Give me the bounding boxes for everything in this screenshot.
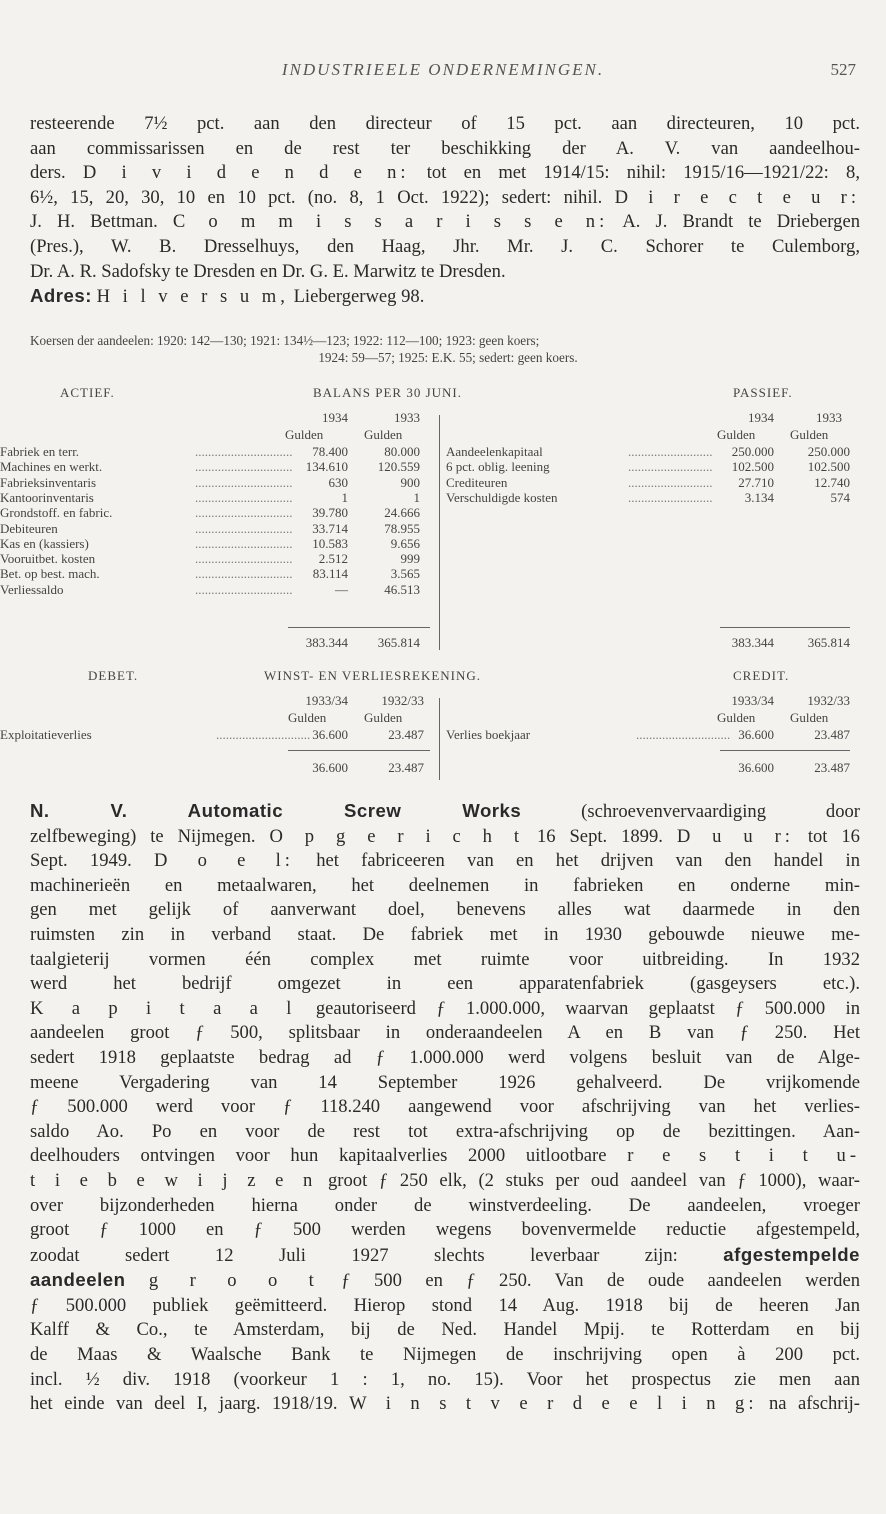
leader-dots: ..............................	[195, 566, 293, 582]
leader-dots: ..............................	[195, 444, 293, 459]
table-row	[0, 505, 440, 520]
winst-heading: WINST- EN VERLIESREKENING.	[264, 668, 482, 683]
credit-total: 36.600	[738, 760, 774, 775]
duur-label: D u u r:	[676, 825, 794, 847]
company-name: N. V. Automatic Screw Works	[30, 800, 522, 821]
credit-heading: CREDIT.	[733, 668, 790, 683]
table-row	[0, 459, 886, 474]
row-value: 102.500	[807, 459, 850, 475]
leader-dots: ..........................	[628, 489, 713, 505]
company-paragraph	[30, 799, 860, 1417]
text-line: aandeelen groot ƒ 500, splitsbaar in onderaandeelen A en B van ƒ 250. Het	[30, 1022, 860, 1044]
table-row	[0, 551, 440, 566]
row-label: Aandeelenkapitaal	[446, 444, 543, 459]
text-line: meene Vergadering van 14 September 1926 gehalveerd. De vrijkomende	[30, 1071, 860, 1093]
row-label: Grondstoff. en fabric.	[0, 505, 113, 521]
text-line: ders. D i v i d e n d e n: tot en met 1914/15: nihil: 1915/16—1921/22: 8,	[30, 162, 860, 184]
text-line: werd het bedrijf omgezet in een apparatenfabriek (gasgeysers etc.).	[30, 973, 860, 995]
text-line: groot ƒ 1000 en ƒ 500 werden wegens bovenvermelde reductie afgestempeld,	[30, 1219, 860, 1241]
debet-total: 23.487	[388, 760, 424, 775]
table-row	[0, 475, 886, 490]
leader-dots: ..........................	[628, 459, 713, 475]
text-line: gen met gelijk of aanverwant doel, benevens alles wat daarmede in den	[30, 899, 860, 921]
row-value: 23.487	[814, 727, 850, 742]
row-value: 1	[413, 489, 420, 505]
text-line: (Pres.), W. B. Dresselhuys, den Haag, Jhr. Mr. J. C. Schorer te Culemborg,	[30, 235, 860, 257]
row-label: Verlies boekjaar	[446, 727, 531, 742]
row-value: 46.513	[384, 581, 420, 597]
row-label: Debiteuren	[0, 520, 58, 536]
text-line: sedert 1918 geplaatste bedrag ad ƒ 1.000.000 werd volgens besluit van de Alge-	[30, 1046, 860, 1068]
total-rule	[288, 750, 430, 751]
row-value: 250.000	[807, 444, 850, 459]
year-header: 1934	[748, 410, 774, 425]
row-value: 250.000	[731, 444, 774, 459]
row-label: Exploitatieverlies	[0, 727, 92, 742]
text-line: zelfbeweging) te Nijmegen. O p g e r i c h t 16 Sept. 1899. D u u r: tot 16	[30, 825, 860, 847]
year-header: 1933/34	[305, 693, 348, 708]
row-value: 39.780	[312, 505, 348, 521]
tiebewijzen-label: t i e b e w i j z e n	[30, 1169, 317, 1191]
table-row	[0, 582, 440, 597]
leader-dots: .............................	[216, 727, 311, 742]
text-line: Sept. 1949. D o e l: het fabriceeren van en het drijven van den handel in	[30, 850, 860, 872]
row-value: 78.955	[384, 520, 420, 536]
afgestempelde-label: afgestempelde	[723, 1243, 860, 1265]
row-value: 83.114	[312, 566, 348, 582]
commissarissen-label: C o m m i s s a r i s s e n:	[172, 211, 609, 233]
row-value: 23.487	[388, 727, 424, 742]
text-line: Kalff & Co., te Amsterdam, bij de Ned. Handel Mpij. te Rotterdam en bij	[30, 1319, 860, 1341]
table-row	[0, 444, 886, 459]
row-label: Machines en werkt.	[0, 459, 103, 475]
directeur-label: D i r e c t e u r:	[614, 186, 860, 208]
intro-paragraph	[30, 112, 860, 310]
aandeelen-label: aandeelen	[30, 1269, 126, 1291]
row-value: 134.610	[305, 459, 348, 475]
year-header: 1934	[322, 410, 348, 425]
passief-heading: PASSIEF.	[733, 385, 793, 400]
text-line: incl. ½ div. 1918 (voorkeur 1 : 1, no. 15). Voor het prospectus zie men aan	[30, 1368, 860, 1390]
text-line: saldo Ao. Po en voor de rest tot extra-afschrijving op de bezittingen. Aan-	[30, 1120, 860, 1142]
table-row	[0, 566, 440, 581]
column-divider	[439, 415, 440, 650]
row-value: 999	[400, 551, 420, 567]
debet-total: 36.600	[312, 760, 348, 775]
leader-dots: ..............................	[195, 474, 293, 490]
row-value: 78.400	[312, 444, 348, 459]
total-rule	[720, 750, 850, 751]
row-value: 102.500	[731, 459, 774, 475]
running-title: INDUSTRIEELE ONDERNEMINGEN.	[281, 60, 605, 79]
text-line: Adres: H i l v e r s u m, Liebergerweg 98.	[30, 285, 425, 308]
balans-table	[0, 385, 886, 655]
column-divider	[439, 698, 440, 780]
row-value: 2.512	[318, 551, 348, 567]
balans-heading: BALANS PER 30 JUNI.	[313, 385, 463, 400]
row-value: 80.000	[384, 444, 420, 459]
running-header	[0, 60, 886, 86]
doel-label: D o e l:	[154, 850, 294, 872]
text-line: deelhouders ontvingen voor hun kapitaalverlies 2000 uitlootbare r e s t i t u-	[30, 1145, 861, 1167]
currency-header: Gulden	[285, 427, 324, 442]
row-value: —	[335, 581, 348, 597]
currency-header: Gulden	[790, 710, 829, 725]
currency-header: Gulden	[364, 427, 403, 442]
row-value: 24.666	[384, 505, 420, 521]
leader-dots: ..........................	[628, 474, 713, 490]
passief-total-1933: 365.814	[807, 635, 850, 650]
page-number: 527	[830, 60, 856, 79]
row-value: 12.740	[814, 474, 850, 490]
table-row	[0, 536, 440, 551]
leader-dots: ..........................	[628, 444, 713, 459]
koersen-line-2: 1924: 59—57; 1925: E.K. 55; sedert: geen koers.	[318, 350, 578, 365]
text-line: ƒ 500.000 werd voor ƒ 118.240 aangewend voor afschrijving van het verlies-	[30, 1096, 860, 1118]
row-value: 3.565	[390, 566, 420, 582]
text-line: ƒ 500.000 publiek geëmitteerd. Hierop stond 14 Aug. 1918 bij de heeren Jan	[30, 1294, 860, 1316]
winstverdeeling-label: W i n s t v e r d e e l i n g:	[349, 1393, 758, 1415]
text-line: aan commissarissen en de rest ter beschikking der A. V. van aandeelhou-	[30, 137, 860, 159]
row-value: 33.714	[312, 520, 348, 536]
text-line: 6½, 15, 20, 30, 10 en 10 pct. (no. 8, 1 Oct. 1922); sedert: nihil. D i r e c t e u r:	[30, 186, 860, 208]
groot-label: g r o o t	[148, 1270, 318, 1292]
passief-total-1934: 383.344	[731, 635, 774, 650]
dividenden-label: D i v i d e n d e n:	[82, 162, 410, 184]
opgericht-label: O p g e r i c h t	[269, 825, 524, 847]
row-label: Crediteuren	[446, 474, 508, 490]
koersen-note	[0, 332, 886, 366]
table-row	[0, 490, 886, 505]
year-header: 1932/33	[807, 693, 850, 708]
row-value: 10.583	[312, 535, 348, 551]
year-header: 1933	[394, 410, 420, 425]
adres-label: Adres:	[30, 285, 92, 307]
row-value: 120.559	[377, 459, 420, 475]
row-value: 1	[341, 489, 348, 505]
year-header: 1933	[816, 410, 842, 425]
text-line: K a p i t a a l geautoriseerd ƒ 1.000.000, waarvan geplaatst ƒ 500.000 in	[30, 997, 860, 1019]
currency-header: Gulden	[364, 710, 403, 725]
kapitaal-label: K a p i t a a l	[30, 997, 296, 1019]
leader-dots: ..............................	[195, 535, 293, 551]
leader-dots: ..............................	[195, 520, 293, 536]
row-label: Bet. op best. mach.	[0, 566, 100, 582]
text-line: over bijzonderheden hierna onder de winstverdeeling. De aandeelen, vroeger	[30, 1194, 860, 1216]
currency-header: Gulden	[717, 427, 756, 442]
row-value: 630	[328, 474, 348, 490]
leader-dots: ..............................	[195, 581, 293, 597]
text-line: machinerieën en metaalwaren, het deelnemen in fabrieken en onderne min-	[30, 874, 860, 896]
year-header: 1932/33	[381, 693, 424, 708]
credit-total: 23.487	[814, 760, 850, 775]
leader-dots: ..............................	[195, 505, 293, 521]
text-line: zoodat sedert 12 Juli 1927 slechts leverbaar zijn: afgestempelde	[30, 1243, 860, 1266]
row-label: Kas en (kassiers)	[0, 535, 89, 551]
leader-dots: ..............................	[195, 489, 293, 505]
text-line: t i e b e w i j z e n groot ƒ 250 elk, (2 stuks per oud aandeel van ƒ 1000), waar-	[30, 1169, 860, 1191]
text-line: het einde van deel I, jaarg. 1918/19. W i n s t v e r d e e l i n g: na afschrij-	[30, 1393, 860, 1415]
restitutie-label: r e s t i t u-	[627, 1145, 861, 1167]
text-line: aandeelen g r o o t ƒ 500 en ƒ 250. Van de oude aandeelen werden	[30, 1269, 860, 1292]
row-label: 6 pct. oblig. leening	[446, 459, 550, 475]
text-line: ruimsten zin in verband staat. De fabriek met in 1930 gebouwde nieuwe me-	[30, 923, 860, 945]
row-label: Verschuldigde kosten	[446, 489, 558, 505]
row-label: Fabriek en terr.	[0, 444, 80, 459]
text-line: taalgieterij vormen één complex met ruimte voor uitbreiding. In 1932	[30, 948, 860, 970]
actief-heading: ACTIEF.	[60, 385, 115, 400]
total-rule	[720, 627, 850, 628]
currency-header: Gulden	[790, 427, 829, 442]
text-line: de Maas & Waalsche Bank te Nijmegen de inschrijving open à 200 pct.	[30, 1344, 860, 1366]
currency-header: Gulden	[717, 710, 756, 725]
city-label: H i l v e r s u m,	[96, 286, 289, 308]
row-value: 36.600	[312, 727, 348, 742]
actief-total-1934: 383.344	[305, 635, 348, 650]
row-label: Fabrieksinventaris	[0, 474, 97, 490]
winst-table	[0, 668, 886, 783]
debet-heading: DEBET.	[88, 668, 139, 683]
leader-dots: ..............................	[195, 459, 293, 475]
row-value: 9.656	[390, 535, 420, 551]
row-value: 3.134	[744, 489, 774, 505]
row-label: Verliessaldo	[0, 581, 64, 597]
table-row	[0, 727, 886, 742]
actief-total-1933: 365.814	[377, 635, 420, 650]
leader-dots: ..............................	[195, 551, 293, 567]
text-line: N. V. Automatic Screw Works (schroevenvervaardiging door	[30, 800, 861, 822]
year-header: 1933/34	[731, 693, 774, 708]
row-label: Kantoorinventaris	[0, 489, 94, 505]
row-value: 36.600	[738, 727, 774, 742]
total-rule	[288, 627, 430, 628]
row-value: 574	[830, 489, 850, 505]
table-row	[0, 521, 440, 536]
row-value: 900	[400, 474, 420, 490]
text-line: resteerende 7½ pct. aan den directeur of 15 pct. aan directeuren, 10 pct.	[30, 113, 860, 134]
row-label: Vooruitbet. kosten	[0, 551, 96, 567]
text-line: J. H. Bettman. C o m m i s s a r i s s e n: A. J. Brandt te Driebergen	[30, 211, 861, 233]
currency-header: Gulden	[288, 710, 327, 725]
leader-dots: .............................	[636, 727, 731, 742]
text-line: Dr. A. R. Sadofsky te Dresden en Dr. G. E. Marwitz te Dresden.	[30, 260, 506, 282]
row-value: 27.710	[738, 474, 774, 490]
koersen-line-1: Koersen der aandeelen: 1920: 142—130; 1921: 134½—123; 1922: 112—100; 1923: geen koers;	[30, 333, 540, 348]
